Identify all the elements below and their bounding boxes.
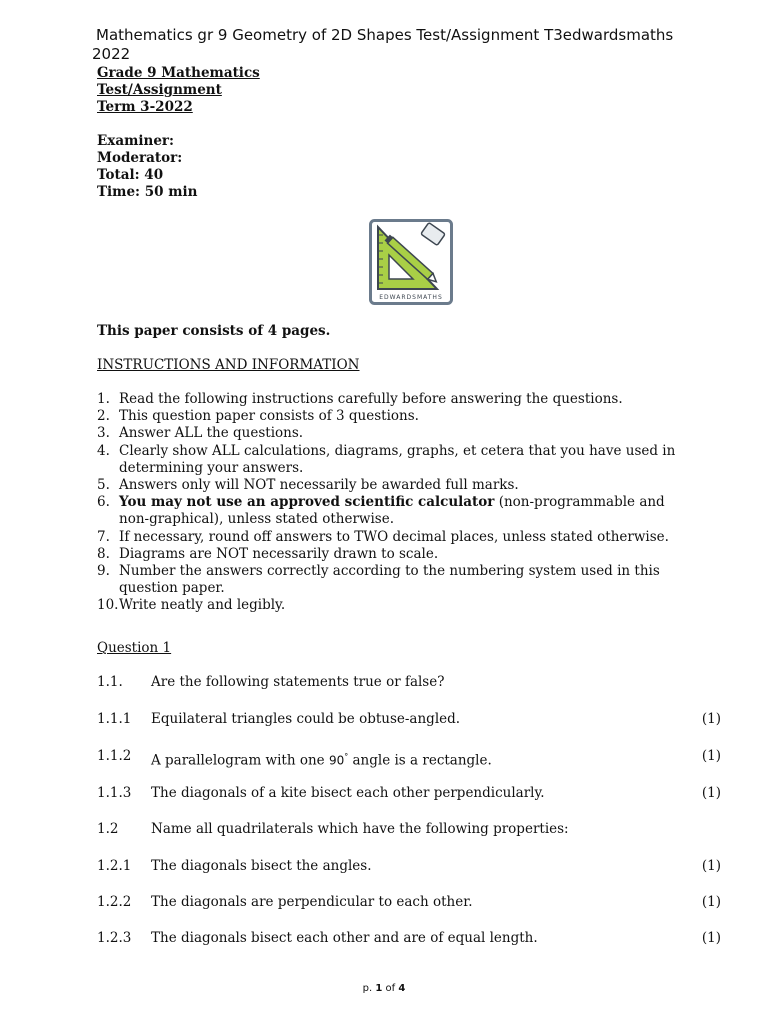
page-total: 4 [398, 983, 406, 994]
header-time: Time: 50 min [97, 184, 198, 201]
page-footer: p. 1 of 4 [362, 983, 406, 994]
instruction-item: 8. Diagrams are NOT necessarily drawn to scale. [97, 545, 439, 562]
instruction-item: 1. Read the following instructions carefully before answering the questions. [97, 391, 623, 407]
instructions-heading: INSTRUCTIONS AND INFORMATION [97, 357, 360, 373]
instruction-item: 2. This question paper consists of 3 questions. [97, 408, 419, 425]
pages-note: This paper consists of 4 pages. [97, 323, 331, 339]
header-term: Term 3-2022 [97, 99, 193, 116]
question-1-heading: Question 1 [97, 640, 172, 656]
exam-header [97, 65, 260, 201]
instruction-item: 4. Clearly show ALL calculations, diagrams, graphs, et cetera that you have used in determining your answers. [97, 442, 676, 476]
instruction-item: 3. Answer ALL the questions. [97, 425, 304, 442]
instruction-item: 7. If necessary, round off answers to TWO decimal places, unless stated otherwise. [97, 528, 669, 545]
instruction-item: 9. Number the answers correctly according to the numbering system used in this question paper. [97, 563, 660, 597]
instruction-item: 6. You may not use an approved scientific calculator (non-programmable and non-graphical), unless stated otherwise. [97, 494, 665, 528]
instruction-item: 5. Answers only will NOT necessarily be awarded full marks. [97, 477, 519, 494]
page-number: 1 [375, 983, 383, 994]
header-total: Total: 40 [97, 167, 164, 184]
instructions-list [97, 391, 697, 615]
document-title: Mathematics gr 9 Geometry of 2D Shapes Test/Assignment T3edwardsmaths 2022 [92, 26, 674, 63]
header-type: Test/Assignment [97, 82, 222, 99]
edwardsmaths-logo [369, 219, 453, 305]
header-grade: Grade 9 Mathematics [97, 65, 260, 81]
instruction-item: 10. Write neatly and legibly. [97, 597, 286, 614]
header-examiner: Examiner: [97, 132, 174, 149]
header-moderator: Moderator: [97, 149, 183, 166]
logo-text: EDWARDSMATHS [379, 294, 443, 301]
angle-value: 90 [328, 753, 345, 768]
